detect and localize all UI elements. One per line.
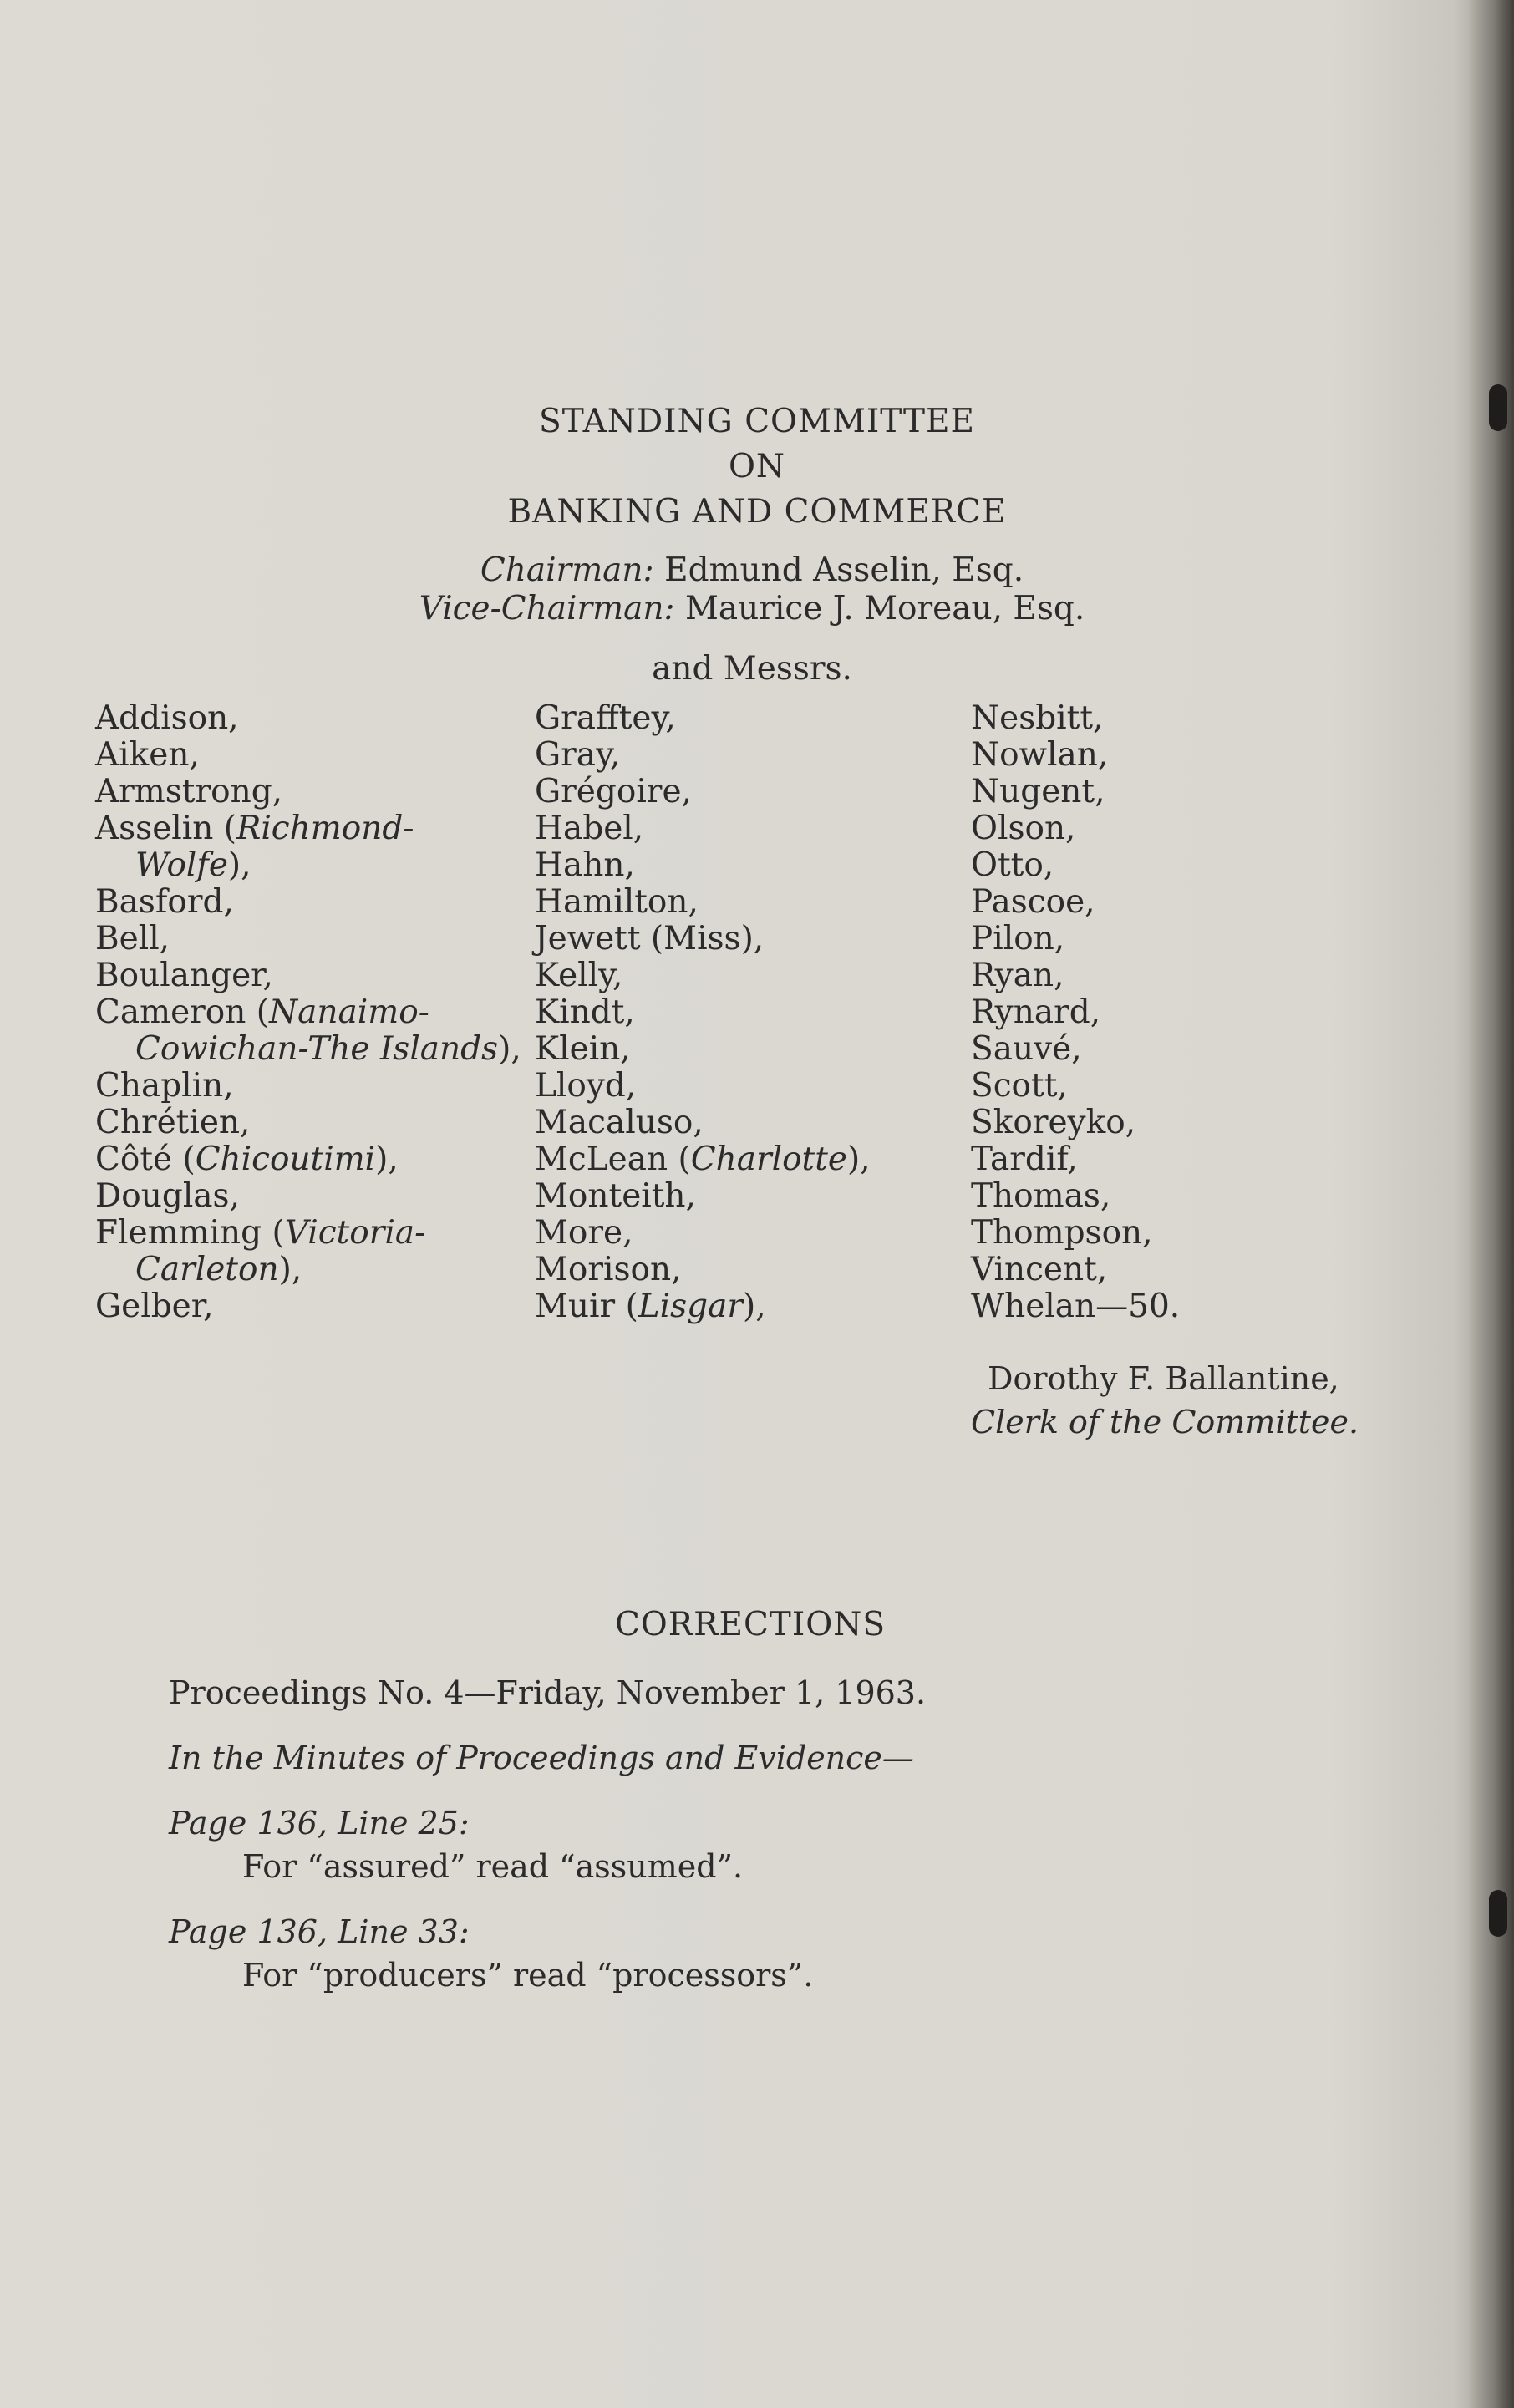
member-entry xyxy=(971,1141,1180,1178)
member-name: Gelber, xyxy=(95,1288,214,1325)
member-entry xyxy=(971,1068,1180,1105)
members-column-1 xyxy=(95,700,521,1325)
member-punctuation: ), xyxy=(498,1030,521,1068)
member-entry xyxy=(971,1252,1180,1288)
member-name: Whelan—50. xyxy=(971,1288,1181,1325)
member-riding: Charlotte xyxy=(690,1140,847,1178)
member-punctuation: ), xyxy=(278,1251,302,1288)
corrections-heading: CORRECTIONS xyxy=(614,1606,887,1643)
member-entry xyxy=(971,847,1180,884)
correction-2-text: For “producers” read “processors”. xyxy=(242,1957,814,1994)
member-name: Thompson, xyxy=(971,1214,1153,1252)
member-name: Douglas, xyxy=(95,1177,240,1215)
member-entry xyxy=(535,810,871,847)
member-riding: Victoria- xyxy=(284,1214,426,1252)
member-entry xyxy=(971,1178,1180,1215)
member-name: Jewett (Miss), xyxy=(535,920,765,958)
vice-chairman-label: Vice-Chairman: xyxy=(419,590,675,627)
clerk-name: Dorothy F. Ballantine, xyxy=(988,1360,1339,1397)
member-name: Lloyd, xyxy=(535,1067,637,1105)
member-name: Sauvé, xyxy=(971,1030,1082,1068)
clerk-title: Clerk of the Committee. xyxy=(971,1404,1359,1440)
member-name: Côté ( xyxy=(95,1140,196,1178)
member-name: Macaluso, xyxy=(535,1104,704,1141)
member-name: Flemming ( xyxy=(95,1214,285,1252)
members-column-2 xyxy=(535,700,871,1325)
member-name: Hamilton, xyxy=(535,883,699,921)
member-riding: Nanaimo- xyxy=(269,993,429,1031)
member-name: Rynard, xyxy=(971,993,1101,1031)
member-punctuation: ), xyxy=(227,846,251,884)
member-entry xyxy=(971,810,1180,847)
member-name: McLean ( xyxy=(535,1140,691,1178)
member-name: Boulanger, xyxy=(95,957,273,994)
member-entry xyxy=(95,1141,521,1178)
member-punctuation: ), xyxy=(743,1288,766,1325)
member-name: Tardif, xyxy=(971,1140,1078,1178)
member-name: Nugent, xyxy=(971,773,1105,810)
member-entry xyxy=(535,1141,871,1178)
member-entry xyxy=(971,921,1180,958)
member-riding: Chicoutimi xyxy=(195,1140,376,1178)
member-entry xyxy=(535,884,871,921)
member-entry xyxy=(95,1068,521,1105)
chairman-name: Edmund Asselin, Esq. xyxy=(664,551,1024,589)
member-entry xyxy=(971,700,1180,737)
member-entry xyxy=(535,847,871,884)
member-entry xyxy=(95,884,521,921)
member-name: Grégoire, xyxy=(535,773,692,810)
member-entry xyxy=(971,1215,1180,1252)
heading-line-3: BANKING AND COMMERCE xyxy=(507,493,1007,531)
member-name: Nesbitt, xyxy=(971,699,1104,737)
member-entry xyxy=(95,958,521,994)
member-entry xyxy=(971,1288,1180,1325)
member-name: Olson, xyxy=(971,810,1076,847)
member-name: Aiken, xyxy=(95,736,200,774)
member-name: Skoreyko, xyxy=(971,1104,1136,1141)
member-riding: Richmond- xyxy=(236,810,414,847)
member-entry xyxy=(535,1178,871,1215)
member-entry xyxy=(535,1068,871,1105)
member-entry xyxy=(95,921,521,958)
member-name: Kindt, xyxy=(535,993,635,1031)
member-entry xyxy=(971,737,1180,774)
member-name: Pilon, xyxy=(971,920,1065,958)
member-punctuation: ), xyxy=(846,1140,871,1178)
member-entry xyxy=(971,994,1180,1031)
member-name: Monteith, xyxy=(535,1177,696,1215)
vice-chairman-name: Maurice J. Moreau, Esq. xyxy=(684,590,1085,627)
member-name: Nowlan, xyxy=(971,736,1109,774)
correction-2-ref: Page 136, Line 33: xyxy=(169,1913,470,1950)
member-name: Pascoe, xyxy=(971,883,1095,921)
member-name: Ryan, xyxy=(971,957,1064,994)
member-entry xyxy=(95,700,521,737)
corrections-proceedings: Proceedings No. 4—Friday, November 1, 1963. xyxy=(169,1674,927,1711)
member-name: Kelly, xyxy=(535,957,623,994)
member-entry xyxy=(95,1215,521,1252)
member-name: Armstrong, xyxy=(95,773,283,810)
and-messrs: and Messrs. xyxy=(652,650,852,688)
member-entry xyxy=(971,884,1180,921)
correction-1-text: For “assured” read “assumed”. xyxy=(242,1848,744,1885)
member-name: Klein, xyxy=(535,1030,631,1068)
member-name: Basford, xyxy=(95,883,234,921)
heading-line-2: ON xyxy=(728,448,786,485)
member-punctuation: ), xyxy=(375,1140,399,1178)
corrections-minutes: In the Minutes of Proceedings and Evidence— xyxy=(169,1740,914,1776)
member-entry xyxy=(95,774,521,810)
member-entry xyxy=(535,774,871,810)
member-name: Addison, xyxy=(95,699,239,737)
member-entry xyxy=(535,994,871,1031)
member-name: Chrétien, xyxy=(95,1104,251,1141)
member-entry xyxy=(535,921,871,958)
member-entry xyxy=(971,774,1180,810)
member-entry xyxy=(535,1215,871,1252)
member-name: Gray, xyxy=(535,736,621,774)
member-entry xyxy=(535,700,871,737)
member-name: Grafftey, xyxy=(535,699,676,737)
member-entry xyxy=(971,1031,1180,1068)
member-name: Muir ( xyxy=(535,1288,638,1325)
member-entry xyxy=(535,737,871,774)
binding-shadow xyxy=(1468,0,1514,2408)
member-entry xyxy=(95,1105,521,1141)
member-entry xyxy=(95,1178,521,1215)
member-name: Thomas, xyxy=(971,1177,1111,1215)
member-riding: Cowichan-The Islands xyxy=(135,1030,499,1068)
member-entry xyxy=(535,1031,871,1068)
chairman-label: Chairman: xyxy=(480,551,654,589)
member-name: Scott, xyxy=(971,1067,1068,1105)
member-name: Hahn, xyxy=(535,846,635,884)
member-name: Vincent, xyxy=(971,1251,1108,1288)
chairman-line xyxy=(0,551,1504,589)
member-entry xyxy=(95,1252,521,1288)
member-name: Cameron ( xyxy=(95,993,270,1031)
member-entry xyxy=(95,1288,521,1325)
member-name: Morison, xyxy=(535,1251,682,1288)
member-entry xyxy=(95,994,521,1031)
member-riding: Carleton xyxy=(135,1251,279,1288)
member-entry xyxy=(95,810,521,847)
member-riding: Wolfe xyxy=(135,846,228,884)
member-riding: Lisgar xyxy=(638,1288,744,1325)
member-name: More, xyxy=(535,1214,633,1252)
heading-line-1: STANDING COMMITTEE xyxy=(538,403,975,440)
member-name: Habel, xyxy=(535,810,644,847)
members-column-3 xyxy=(971,700,1180,1325)
vice-chairman-line xyxy=(0,590,1504,627)
member-name: Asselin ( xyxy=(95,810,236,847)
member-name: Bell, xyxy=(95,920,170,958)
member-entry xyxy=(95,737,521,774)
member-entry xyxy=(971,958,1180,994)
member-entry xyxy=(535,1105,871,1141)
binding-hole-bottom xyxy=(1489,1890,1507,1937)
member-entry xyxy=(535,1252,871,1288)
member-entry xyxy=(535,1288,871,1325)
member-entry xyxy=(95,1031,521,1068)
member-entry xyxy=(535,958,871,994)
member-entry xyxy=(971,1105,1180,1141)
member-name: Otto, xyxy=(971,846,1054,884)
correction-1-ref: Page 136, Line 25: xyxy=(169,1805,470,1842)
member-name: Chaplin, xyxy=(95,1067,234,1105)
member-entry xyxy=(95,847,521,884)
